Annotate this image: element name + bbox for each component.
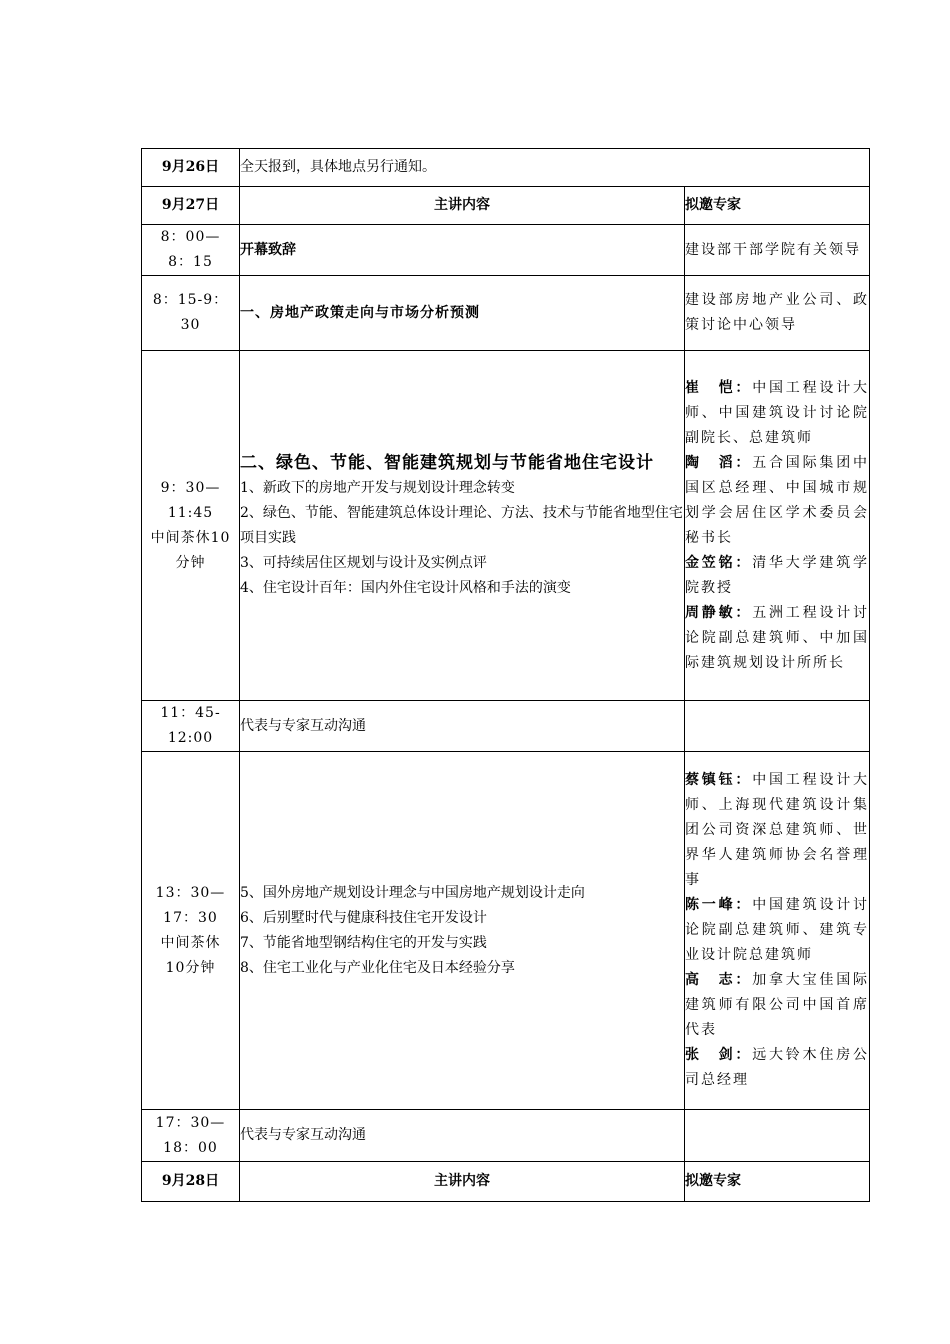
break-note: 分钟 <box>175 554 206 571</box>
time-start: 17：30— <box>155 1114 226 1131</box>
list-item: 1、新政下的房地产开发与规划设计理念转变 <box>240 479 515 496</box>
time-cell <box>142 701 240 752</box>
break-note: 10分钟 <box>165 959 216 976</box>
session-content <box>240 351 685 701</box>
time-cell <box>142 225 240 276</box>
table-row <box>142 351 870 701</box>
empty-cell <box>685 701 870 752</box>
list-item: 2、绿色、节能、智能建筑总体设计理论、方法、技术与节能省地型住宅项目实践 <box>240 504 683 546</box>
date-cell: 9月26日 <box>142 149 240 187</box>
session-content <box>240 752 685 1110</box>
time-end: 8：15 <box>168 254 213 270</box>
session-content: 代表与专家互动沟通 <box>240 701 685 752</box>
time-end: 17：30 <box>163 909 218 926</box>
expert-name: 金笠铭： <box>685 554 753 571</box>
list-item: 5、国外房地产规划设计理念与中国房地产规划设计走向 <box>240 884 585 901</box>
list-item: 7、节能省地型钢结构住宅的开发与实践 <box>240 934 487 951</box>
list-item: 8、住宅工业化与产业化住宅及日本经验分享 <box>240 959 515 976</box>
time-end: 11:45 <box>167 504 214 521</box>
expert-entry <box>685 376 869 451</box>
expert-desc: 中国建筑设计讨论院副总建筑师、建筑专业设计院总建筑师 <box>685 897 870 963</box>
expert-entry <box>685 768 869 893</box>
header-content: 主讲内容 <box>240 1162 685 1202</box>
time-cell <box>142 276 240 351</box>
registration-note: 全天报到，具体地点另行通知。 <box>240 149 870 187</box>
table-row <box>142 149 870 187</box>
time-cell <box>142 351 240 701</box>
expert-entry <box>685 451 869 551</box>
time-cell <box>142 752 240 1110</box>
table-row <box>142 701 870 752</box>
session-experts <box>685 351 870 701</box>
time-start: 9：30— <box>160 479 221 496</box>
time-start: 8：00— <box>160 229 221 245</box>
time-end: 12:00 <box>167 730 214 746</box>
table-row <box>142 187 870 225</box>
expert-desc: 远大铃木住房公司总经理 <box>685 1047 870 1088</box>
expert-name: 陈一峰： <box>685 897 753 913</box>
expert-entry <box>685 551 869 601</box>
expert-name: 崔 恺： <box>685 379 753 396</box>
expert-desc: 加拿大宝佳国际建筑师有限公司中国首席代表 <box>685 972 870 1038</box>
expert-entry <box>685 1043 869 1093</box>
session-content: 开幕致辞 <box>240 225 685 276</box>
date-cell: 9月27日 <box>142 187 240 225</box>
table-row <box>142 276 870 351</box>
list-item: 6、后别墅时代与健康科技住宅开发设计 <box>240 909 487 926</box>
expert-name: 高 志： <box>685 972 753 988</box>
header-experts: 拟邀专家 <box>685 1162 870 1202</box>
break-note: 中间茶休 <box>160 934 221 951</box>
expert-entry <box>685 601 869 676</box>
time-start: 8：15-9： <box>152 292 229 308</box>
expert-entry <box>685 893 869 968</box>
table-row <box>142 225 870 276</box>
expert-desc: 五合国际集团中国区总经理、中国城市规划学会居住区学术委员会秘书长 <box>685 454 870 546</box>
time-end: 30 <box>180 317 201 333</box>
time-cell <box>142 1110 240 1162</box>
session-content: 代表与专家互动沟通 <box>240 1110 685 1162</box>
session-title: 二、绿色、节能、智能建筑规划与节能省地住宅设计 <box>240 452 654 473</box>
table-row <box>142 1162 870 1202</box>
expert-name: 张 剑： <box>685 1047 753 1063</box>
session-experts: 建设部干部学院有关领导 <box>685 225 870 276</box>
session-experts <box>685 752 870 1110</box>
expert-name: 陶 滔： <box>685 454 753 471</box>
time-end: 18：00 <box>163 1139 218 1156</box>
expert-desc: 五洲工程设计讨论院副总建筑师、中加国际建筑规划设计所所长 <box>685 604 870 671</box>
schedule-table <box>141 148 870 1202</box>
list-item: 3、可持续居住区规划与设计及实例点评 <box>240 554 487 571</box>
session-experts: 建设部房地产业公司、政策讨论中心领导 <box>685 276 870 351</box>
expert-desc: 清华大学建筑学院教授 <box>685 554 870 596</box>
list-item: 4、住宅设计百年：国内外住宅设计风格和手法的演变 <box>240 579 571 596</box>
header-experts: 拟邀专家 <box>685 187 870 225</box>
time-start: 11：45- <box>160 705 221 721</box>
time-start: 13：30— <box>155 884 226 901</box>
table-row <box>142 752 870 1110</box>
expert-name: 周静敏： <box>685 604 753 621</box>
empty-cell <box>685 1110 870 1162</box>
session-title: 一、房地产政策走向与市场分析预测 <box>240 276 685 351</box>
expert-name: 蔡镇钰： <box>685 772 753 788</box>
expert-desc: 中国工程设计大师、上海现代建筑设计集团公司资深总建筑师、世界华人建筑师协会名誉理事 <box>685 772 870 888</box>
header-content: 主讲内容 <box>240 187 685 225</box>
table-row <box>142 1110 870 1162</box>
break-note: 中间茶休10 <box>150 529 231 546</box>
expert-desc: 中国工程设计大师、中国建筑设计讨论院副院长、总建筑师 <box>685 379 870 446</box>
date-cell: 9月28日 <box>142 1162 240 1202</box>
expert-entry <box>685 968 869 1043</box>
